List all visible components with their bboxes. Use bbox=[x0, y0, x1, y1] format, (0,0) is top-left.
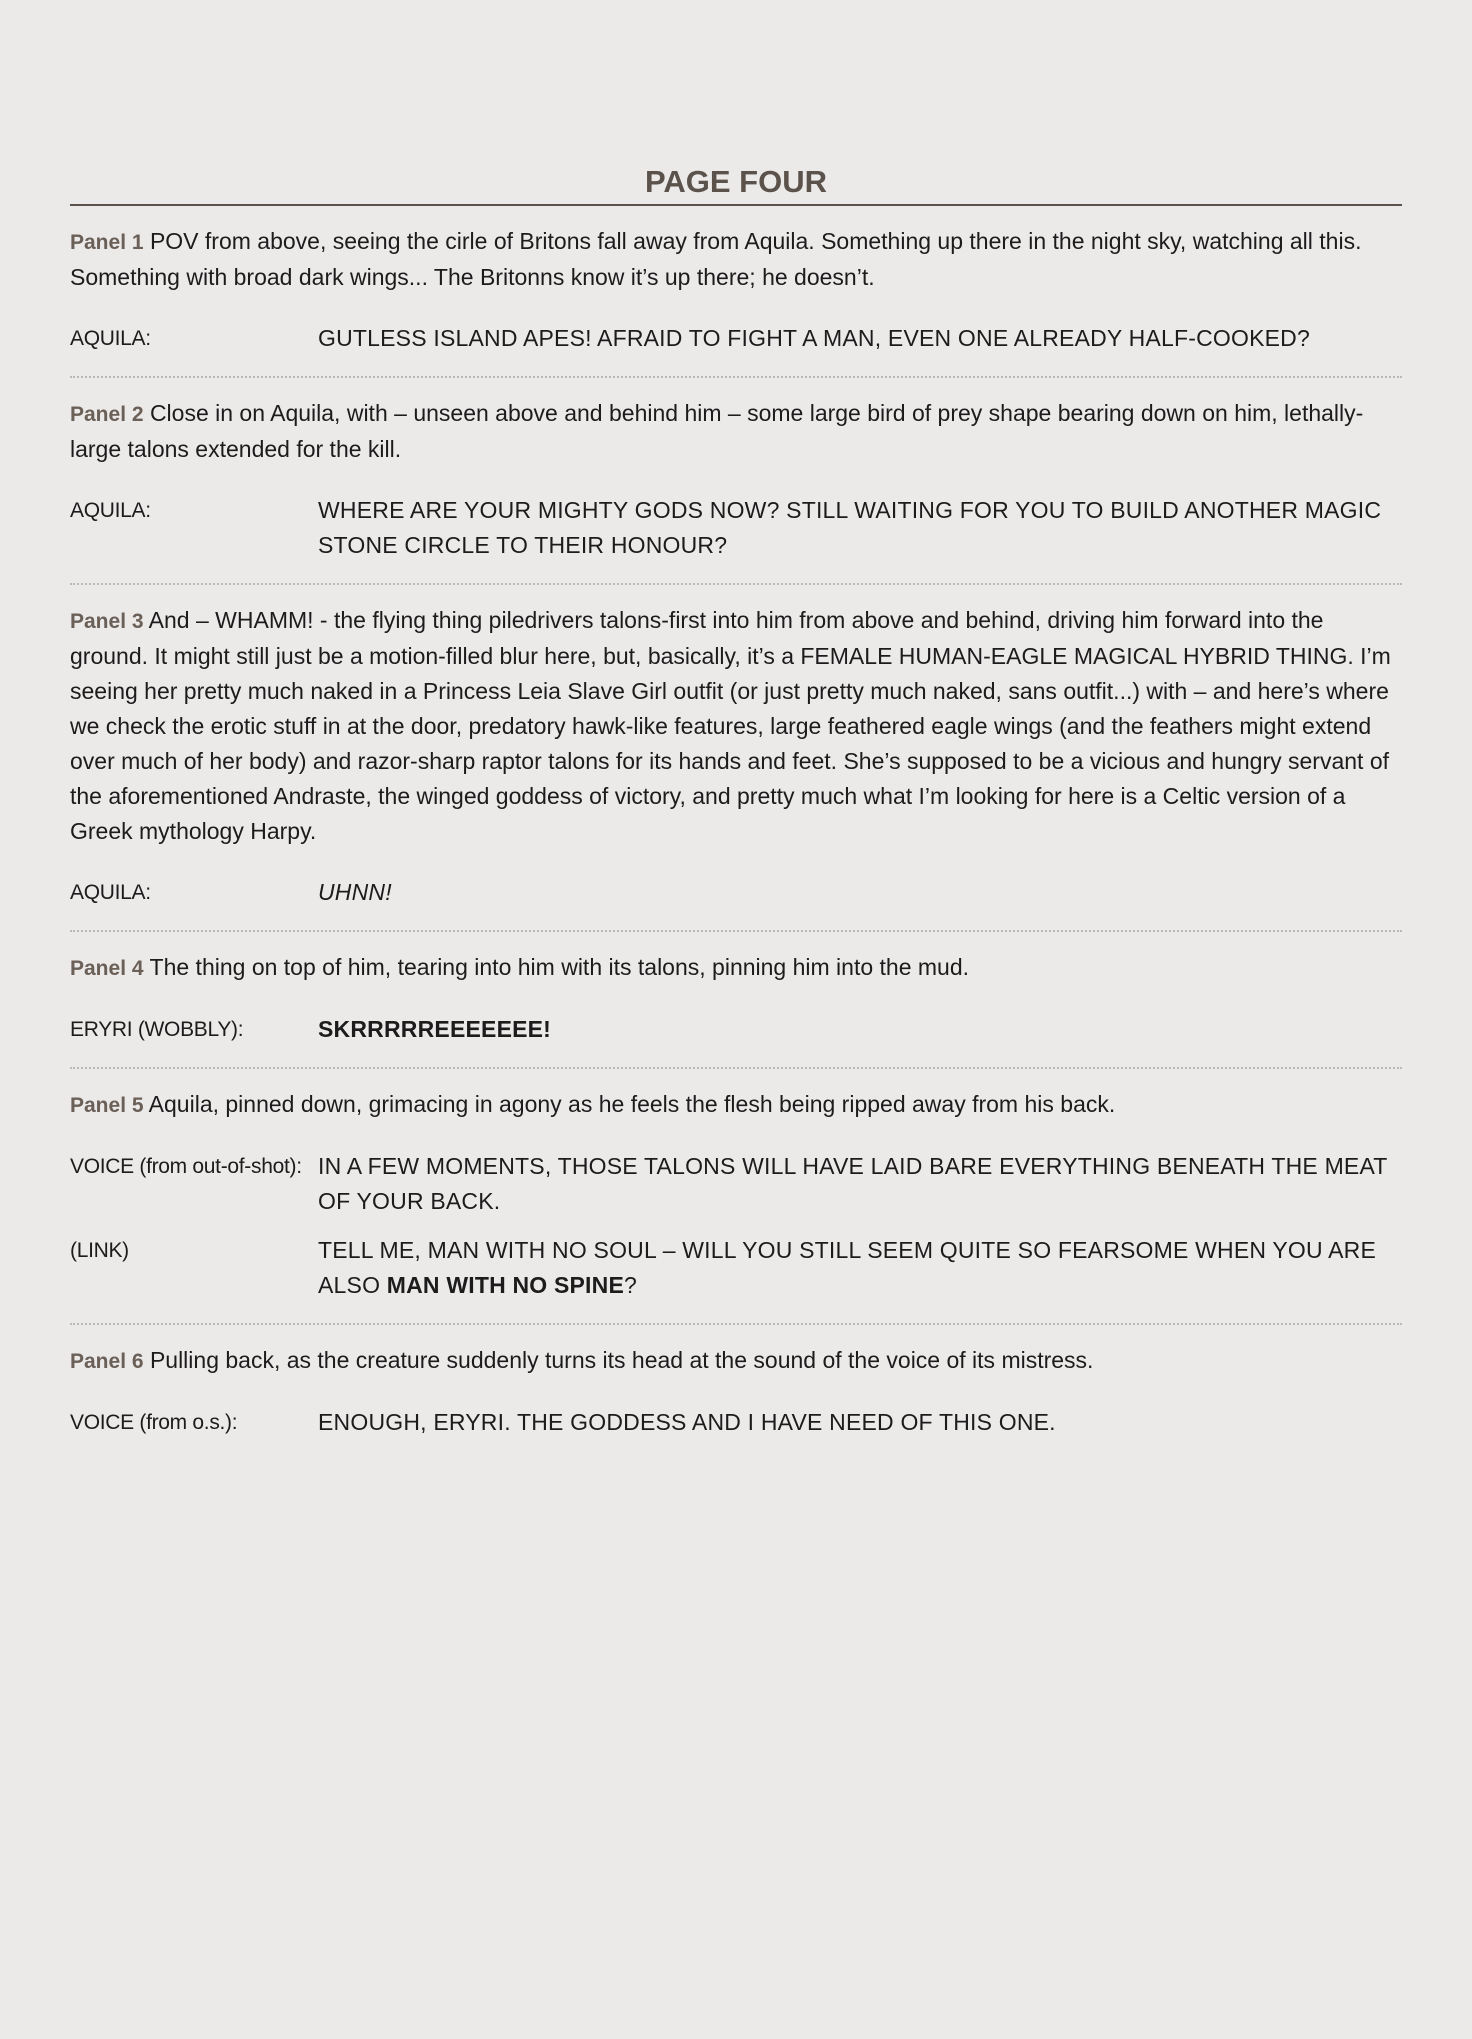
dialogue-text-part: ? bbox=[624, 1272, 637, 1298]
speaker: AQUILA: bbox=[70, 881, 151, 904]
panel-description bbox=[70, 603, 1402, 849]
panel-description bbox=[70, 396, 1402, 467]
dialogue-text: SKRRRRREEEEEEE! bbox=[318, 1016, 552, 1042]
panel-label: Panel 6 bbox=[70, 1350, 144, 1373]
panel-description bbox=[70, 1343, 1402, 1379]
panel-2 bbox=[70, 378, 1402, 563]
dialogue-text: GUTLESS ISLAND APES! AFRAID TO FIGHT A MAN, EVEN ONE ALREADY HALF-COOKED? bbox=[318, 325, 1310, 351]
panel-description bbox=[70, 950, 1402, 986]
dialogue-line bbox=[70, 1149, 1402, 1219]
dialogue-line bbox=[70, 875, 1402, 910]
speaker: VOICE (from out-of-shot): bbox=[70, 1155, 302, 1178]
dialogue-line bbox=[70, 1233, 1402, 1303]
panel-6 bbox=[70, 1325, 1402, 1440]
dialogue-text bbox=[318, 1233, 1402, 1303]
page-title: PAGE FOUR bbox=[645, 164, 827, 199]
panel-description-text: The thing on top of him, tearing into him with its talons, pinning him into the mud. bbox=[149, 954, 970, 980]
panel-description bbox=[70, 224, 1402, 295]
panel-label: Panel 4 bbox=[70, 957, 144, 980]
panel-4 bbox=[70, 932, 1402, 1047]
panel-label: Panel 5 bbox=[70, 1094, 144, 1117]
panel-description-text: Aquila, pinned down, grimacing in agony as he feels the flesh being ripped away from his back. bbox=[148, 1091, 1116, 1117]
dialogue-line bbox=[70, 321, 1402, 356]
panel-description-text: And – WHAMM! - the flying thing piledrivers talons-first into him from above and behind, driving him forward into the ground. It might still just be a motion-filled blur here, but, basically, it’s a FEMALE HUMAN-EAGLE MAGICAL HYBRID THING. I’m seeing her pretty much naked in a Princess Leia Slave Girl outfit (or just pretty much naked, sans outfit...) with – and here’s where we check the erotic stuff in at the door, predatory hawk-like features, large feathered eagle wings (and the feathers might extend over much of her body) and razor-sharp raptor talons for its hands and feet. She’s supposed to be a vicious and hungry servant of the aforementioned Andraste, the winged goddess of victory, and pretty much what I’m looking for here is a Celtic version of a Greek mythology Harpy. bbox=[70, 607, 1391, 844]
speaker: (LINK) bbox=[70, 1239, 129, 1262]
panel-description-text: Pulling back, as the creature suddenly turns its head at the sound of the voice of its mistress. bbox=[149, 1347, 1094, 1373]
panel-description-text: POV from above, seeing the cirle of Britons fall away from Aquila. Something up there in the night sky, watching all this. Something with broad dark wings... The Britonns know it’s up there; he doesn’t. bbox=[70, 228, 1362, 290]
panel-1 bbox=[70, 206, 1402, 356]
dialogue-text: WHERE ARE YOUR MIGHTY GODS NOW? STILL WAITING FOR YOU TO BUILD ANOTHER MAGIC STONE CIRCLE TO THEIR HONOUR? bbox=[318, 497, 1382, 558]
dialogue-line bbox=[70, 1405, 1402, 1440]
speaker: AQUILA: bbox=[70, 327, 151, 350]
dialogue-line bbox=[70, 493, 1402, 563]
dialogue-text: IN A FEW MOMENTS, THOSE TALONS WILL HAVE LAID BARE EVERYTHING BENEATH THE MEAT OF YOUR BACK. bbox=[318, 1153, 1388, 1214]
speaker: AQUILA: bbox=[70, 499, 151, 522]
panel-3 bbox=[70, 585, 1402, 910]
script-page bbox=[70, 160, 1402, 1440]
speaker: VOICE (from o.s.): bbox=[70, 1411, 238, 1434]
page-title-bar bbox=[70, 160, 1402, 206]
dialogue-line bbox=[70, 1012, 1402, 1047]
panel-description-text: Close in on Aquila, with – unseen above and behind him – some large bird of prey shape bearing down on him, lethally-large talons extended for the kill. bbox=[70, 400, 1364, 462]
dialogue-text: ENOUGH, ERYRI. THE GODDESS AND I HAVE NEED OF THIS ONE. bbox=[318, 1409, 1056, 1435]
dialogue-text: UHNN! bbox=[318, 879, 392, 905]
panel-label: Panel 2 bbox=[70, 403, 144, 426]
dialogue-emphasis: MAN WITH NO SPINE bbox=[386, 1272, 624, 1298]
panel-description bbox=[70, 1087, 1402, 1123]
speaker: ERYRI (WOBBLY): bbox=[70, 1018, 244, 1041]
dialogue-text-part: TELL ME, MAN WITH NO SOUL – WILL YOU STILL SEEM QUITE SO FEARSOME WHEN YOU ARE ALSO bbox=[318, 1237, 1377, 1298]
panel-label: Panel 3 bbox=[70, 610, 144, 633]
panel-5 bbox=[70, 1069, 1402, 1303]
panel-label: Panel 1 bbox=[70, 231, 144, 254]
